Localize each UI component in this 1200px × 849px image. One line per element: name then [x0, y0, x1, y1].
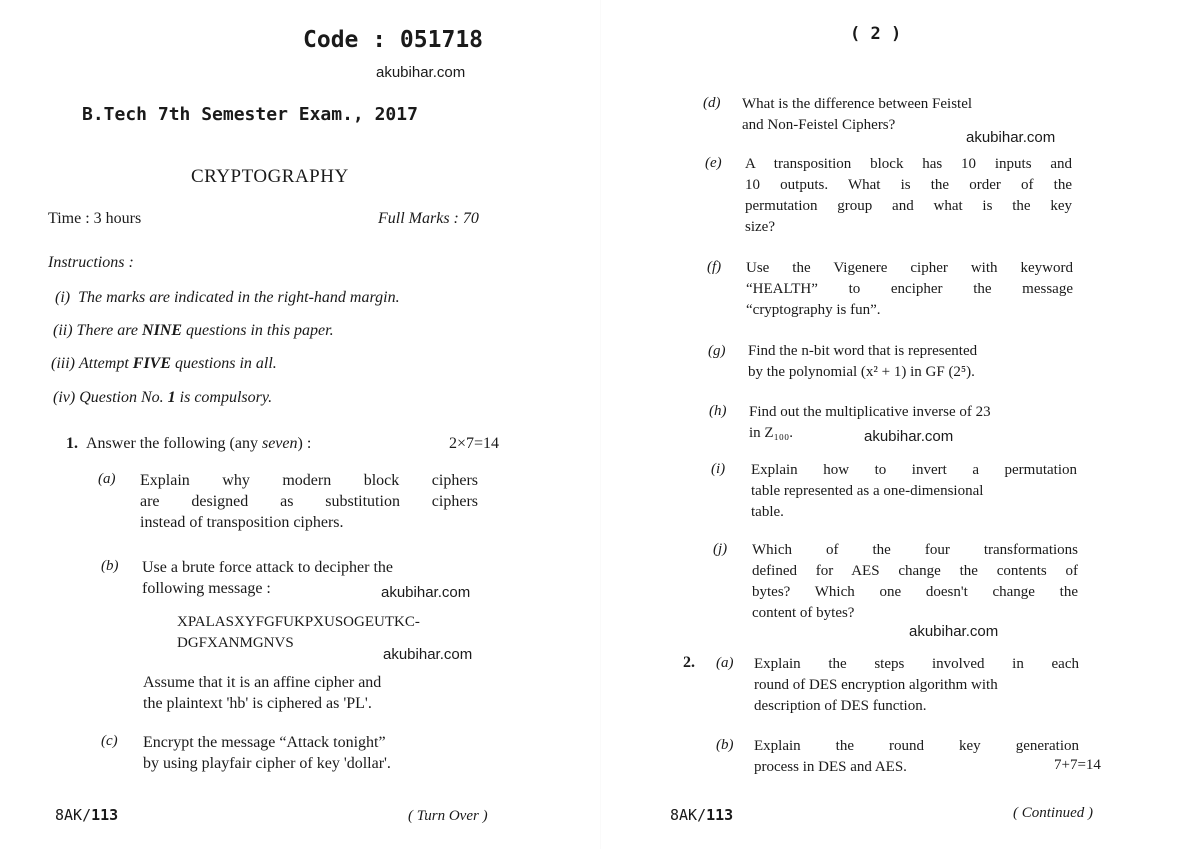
- instructions-label: Instructions :: [48, 254, 134, 271]
- turn-over: ( Turn Over ): [408, 808, 488, 824]
- question-1g: Find the n-bit word that is represented by the polynomial (x² + 1) in GF (2⁵).: [748, 343, 978, 380]
- watermark-site: akubihar.com: [383, 646, 473, 663]
- sub-label: (g): [708, 343, 726, 359]
- question-2-number: 2.: [683, 654, 695, 671]
- sub-label: (h): [709, 403, 727, 419]
- sub-label: (i): [711, 461, 726, 477]
- watermark-site: akubihar.com: [381, 584, 471, 601]
- question-1d: What is the difference between Feistel and Non-Feistel Ciphers?: [742, 96, 973, 133]
- exam-time: Time : 3 hours: [48, 210, 142, 227]
- question-1-heading: 1. Answer the following (any seven) :: [66, 435, 312, 452]
- subject-title: CRYPTOGRAPHY: [191, 166, 349, 187]
- cipher-text: XPALASXYFGFUKPXUSOGEUTKC- DGFXANMGNVS: [177, 614, 420, 651]
- sub-label: (b): [716, 737, 734, 753]
- sub-label: (f): [707, 259, 722, 275]
- question-1b-assumption: Assume that it is an affine cipher and the plaintext 'hb' is ciphered as 'PL'.: [143, 674, 382, 712]
- page-code: 8AK/113: [670, 806, 734, 824]
- sub-label: (a): [98, 471, 116, 487]
- question-1-marks: 2×7=14: [449, 435, 500, 452]
- watermark-site: akubihar.com: [376, 64, 466, 81]
- exam-title: B.Tech 7th Semester Exam., 2017: [82, 104, 418, 125]
- question-1c: Encrypt the message “Attack tonight” by using playfair cipher of key 'dollar'.: [143, 734, 391, 772]
- question-1h: Find out the multiplicative inverse of 23 in Z₁₀₀.: [749, 404, 991, 441]
- watermark-site: akubihar.com: [909, 623, 999, 640]
- sub-label: (j): [713, 541, 728, 557]
- sub-label: (a): [716, 655, 734, 671]
- sub-label: (e): [705, 155, 722, 171]
- sub-label: (c): [101, 733, 118, 749]
- question-2a: Explain the steps involved in each round of DES encryption algorithm with description of DES function.: [754, 656, 1079, 714]
- page-divider: [600, 0, 601, 849]
- question-1j: Which of the four transformations defined for AES change the contents of bytes? Which one doesn't change the content of bytes?: [752, 542, 1078, 621]
- exam-code: Code : 051718: [303, 27, 484, 53]
- question-1i: Explain how to invert a permutation table represented as a one-dimensional table.: [751, 462, 1077, 520]
- instruction-item: (iv) Question No. 1 is compulsory.: [53, 389, 273, 406]
- sub-label: (b): [101, 558, 119, 574]
- sub-label: (d): [703, 95, 721, 111]
- page-code: 8AK/113: [55, 806, 119, 824]
- instruction-item: (i) The marks are indicated in the right-hand margin.: [55, 289, 400, 306]
- question-1e: A transposition block has 10 inputs and 10 outputs. What is the order of the permutation group and what is the key size?: [745, 156, 1072, 235]
- instruction-item: (iii) Attempt FIVE questions in all.: [51, 355, 277, 372]
- page-number: ( 2 ): [850, 24, 902, 44]
- question-1a: Explain why modern block ciphers are designed as substitution ciphers instead of transposition ciphers.: [140, 472, 478, 531]
- full-marks: Full Marks : 70: [378, 210, 479, 227]
- question-2b: Explain the round key generation process in DES and AES.: [754, 738, 1079, 775]
- continued: ( Continued ): [1013, 805, 1093, 821]
- instruction-item: (ii) There are NINE questions in this paper.: [53, 322, 334, 339]
- watermark-site: akubihar.com: [864, 428, 954, 445]
- question-1b: Use a brute force attack to decipher the following message :: [142, 559, 393, 597]
- watermark-site: akubihar.com: [966, 129, 1056, 146]
- question-1f: Use the Vigenere cipher with keyword “HEALTH” to encipher the message “cryptography is fun”.: [746, 260, 1073, 318]
- question-2-marks: 7+7=14: [1054, 757, 1101, 773]
